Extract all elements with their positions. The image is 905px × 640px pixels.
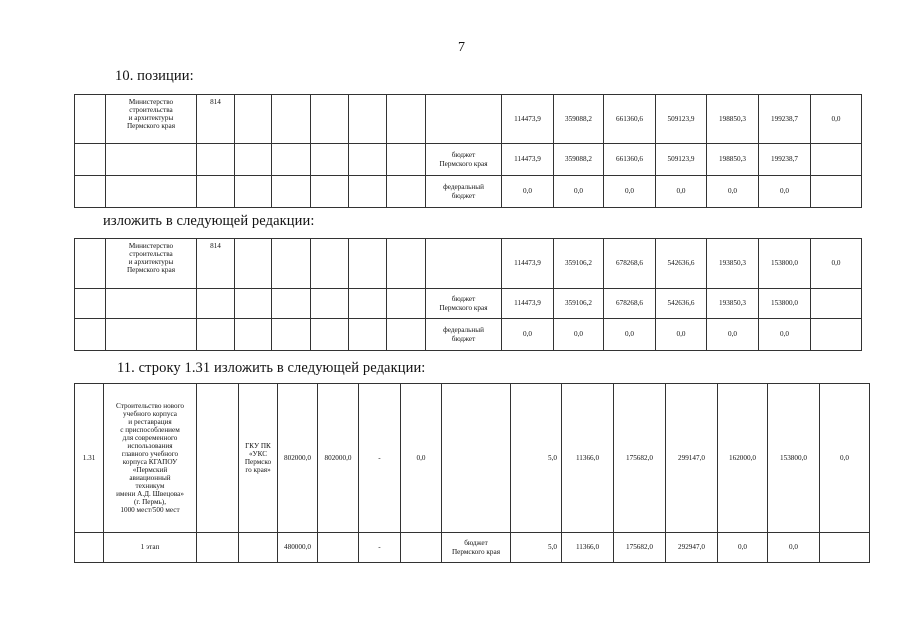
cell-value: 5,0 <box>511 384 562 533</box>
cell-value: 5,0 <box>511 533 562 563</box>
cell-value: 480000,0 <box>278 533 318 563</box>
cell-value: 153800,0 <box>768 384 820 533</box>
cell-value: 678268,6 <box>604 239 656 289</box>
cell-value: 114473,9 <box>502 289 554 319</box>
section-heading-row-131: 11. строку 1.31 изложить в следующей редакции: <box>117 360 426 376</box>
cell-code: 814 <box>197 239 235 289</box>
cell-value: - <box>359 533 401 563</box>
table-row-131 <box>74 383 870 563</box>
table-row <box>75 95 862 144</box>
cell-value: 292947,0 <box>666 533 718 563</box>
cell-value: 0,0 <box>707 319 759 351</box>
cell-name: Строительство нового учебного корпуса и реставрация с приспособлением для современного использования главного учебного корпуса КГАПОУ «Пермский авиационный техникум имени А.Д. Швецова» (г. Пермь), 1000 мест/500 мест <box>104 384 197 533</box>
cell-value: 0,0 <box>707 176 759 208</box>
cell-value: 11366,0 <box>562 533 614 563</box>
cell-source: бюджет Пермского края <box>426 289 502 319</box>
cell-value: 175682,0 <box>614 384 666 533</box>
cell-value: 802000,0 <box>278 384 318 533</box>
cell-value: 0,0 <box>656 176 707 208</box>
cell-value: 114473,9 <box>502 239 554 289</box>
cell-value: 0,0 <box>811 239 862 289</box>
cell-value: 0,0 <box>502 176 554 208</box>
cell-source: бюджет Пермского края <box>442 533 511 563</box>
cell-source: федеральный бюджет <box>426 176 502 208</box>
cell-value: 359106,2 <box>554 289 604 319</box>
cell-value: 114473,9 <box>502 95 554 144</box>
table-row <box>75 533 870 563</box>
cell-value: 153800,0 <box>759 239 811 289</box>
table-row <box>75 144 862 176</box>
cell-value: 359106,2 <box>554 239 604 289</box>
table-row <box>75 289 862 319</box>
cell-value: 0,0 <box>401 384 442 533</box>
cell-value: 199238,7 <box>759 95 811 144</box>
cell-name: Министерство строительства и архитектуры Пермского края <box>106 239 197 289</box>
cell-value: 0,0 <box>604 176 656 208</box>
cell-value: 0,0 <box>656 319 707 351</box>
cell-value: 542636,6 <box>656 239 707 289</box>
cell-value: 0,0 <box>502 319 554 351</box>
cell-value: 542636,6 <box>656 289 707 319</box>
cell-value: 162000,0 <box>718 384 768 533</box>
table-row <box>75 319 862 351</box>
cell-value: 193850,3 <box>707 289 759 319</box>
cell-value: 0,0 <box>759 176 811 208</box>
cell-value: 114473,9 <box>502 144 554 176</box>
cell-code: 814 <box>197 95 235 144</box>
cell-value: 193850,3 <box>707 239 759 289</box>
cell-value: 0,0 <box>604 319 656 351</box>
cell-value: 0,0 <box>820 384 870 533</box>
table-positions-new <box>74 238 862 351</box>
cell-value: 509123,9 <box>656 144 707 176</box>
cell-row-number: 1.31 <box>75 384 104 533</box>
table-positions-old <box>74 94 862 208</box>
table-row <box>75 239 862 289</box>
cell-value: 359088,2 <box>554 95 604 144</box>
page-number: 7 <box>458 40 465 55</box>
cell-value: 11366,0 <box>562 384 614 533</box>
cell-value: 153800,0 <box>759 289 811 319</box>
cell-value: 509123,9 <box>656 95 707 144</box>
table-row <box>75 384 870 533</box>
section-heading-positions: 10. позиции: <box>115 68 194 84</box>
cell-value: 175682,0 <box>614 533 666 563</box>
cell-value: 0,0 <box>759 319 811 351</box>
cell-value: 0,0 <box>554 176 604 208</box>
cell-value: - <box>359 384 401 533</box>
cell-value: 0,0 <box>811 95 862 144</box>
cell-value: 0,0 <box>554 319 604 351</box>
cell-value: 198850,3 <box>707 95 759 144</box>
cell-name: Министерство строительства и архитектуры Пермского края <box>106 95 197 144</box>
cell-organization: ГКУ ПК «УКС Пермско го края» <box>239 384 278 533</box>
cell-value: 661360,6 <box>604 95 656 144</box>
cell-stage: 1 этап <box>104 533 197 563</box>
cell-value: 0,0 <box>768 533 820 563</box>
cell-value: 198850,3 <box>707 144 759 176</box>
cell-value: 661360,6 <box>604 144 656 176</box>
cell-value: 0,0 <box>718 533 768 563</box>
section-heading-new-edition: изложить в следующей редакции: <box>103 213 315 229</box>
cell-value: 359088,2 <box>554 144 604 176</box>
cell-source: федеральный бюджет <box>426 319 502 351</box>
cell-source: бюджет Пермского края <box>426 144 502 176</box>
cell-value: 299147,0 <box>666 384 718 533</box>
cell-value: 802000,0 <box>318 384 359 533</box>
cell-value: 199238,7 <box>759 144 811 176</box>
cell-value: 678268,6 <box>604 289 656 319</box>
table-row <box>75 176 862 208</box>
